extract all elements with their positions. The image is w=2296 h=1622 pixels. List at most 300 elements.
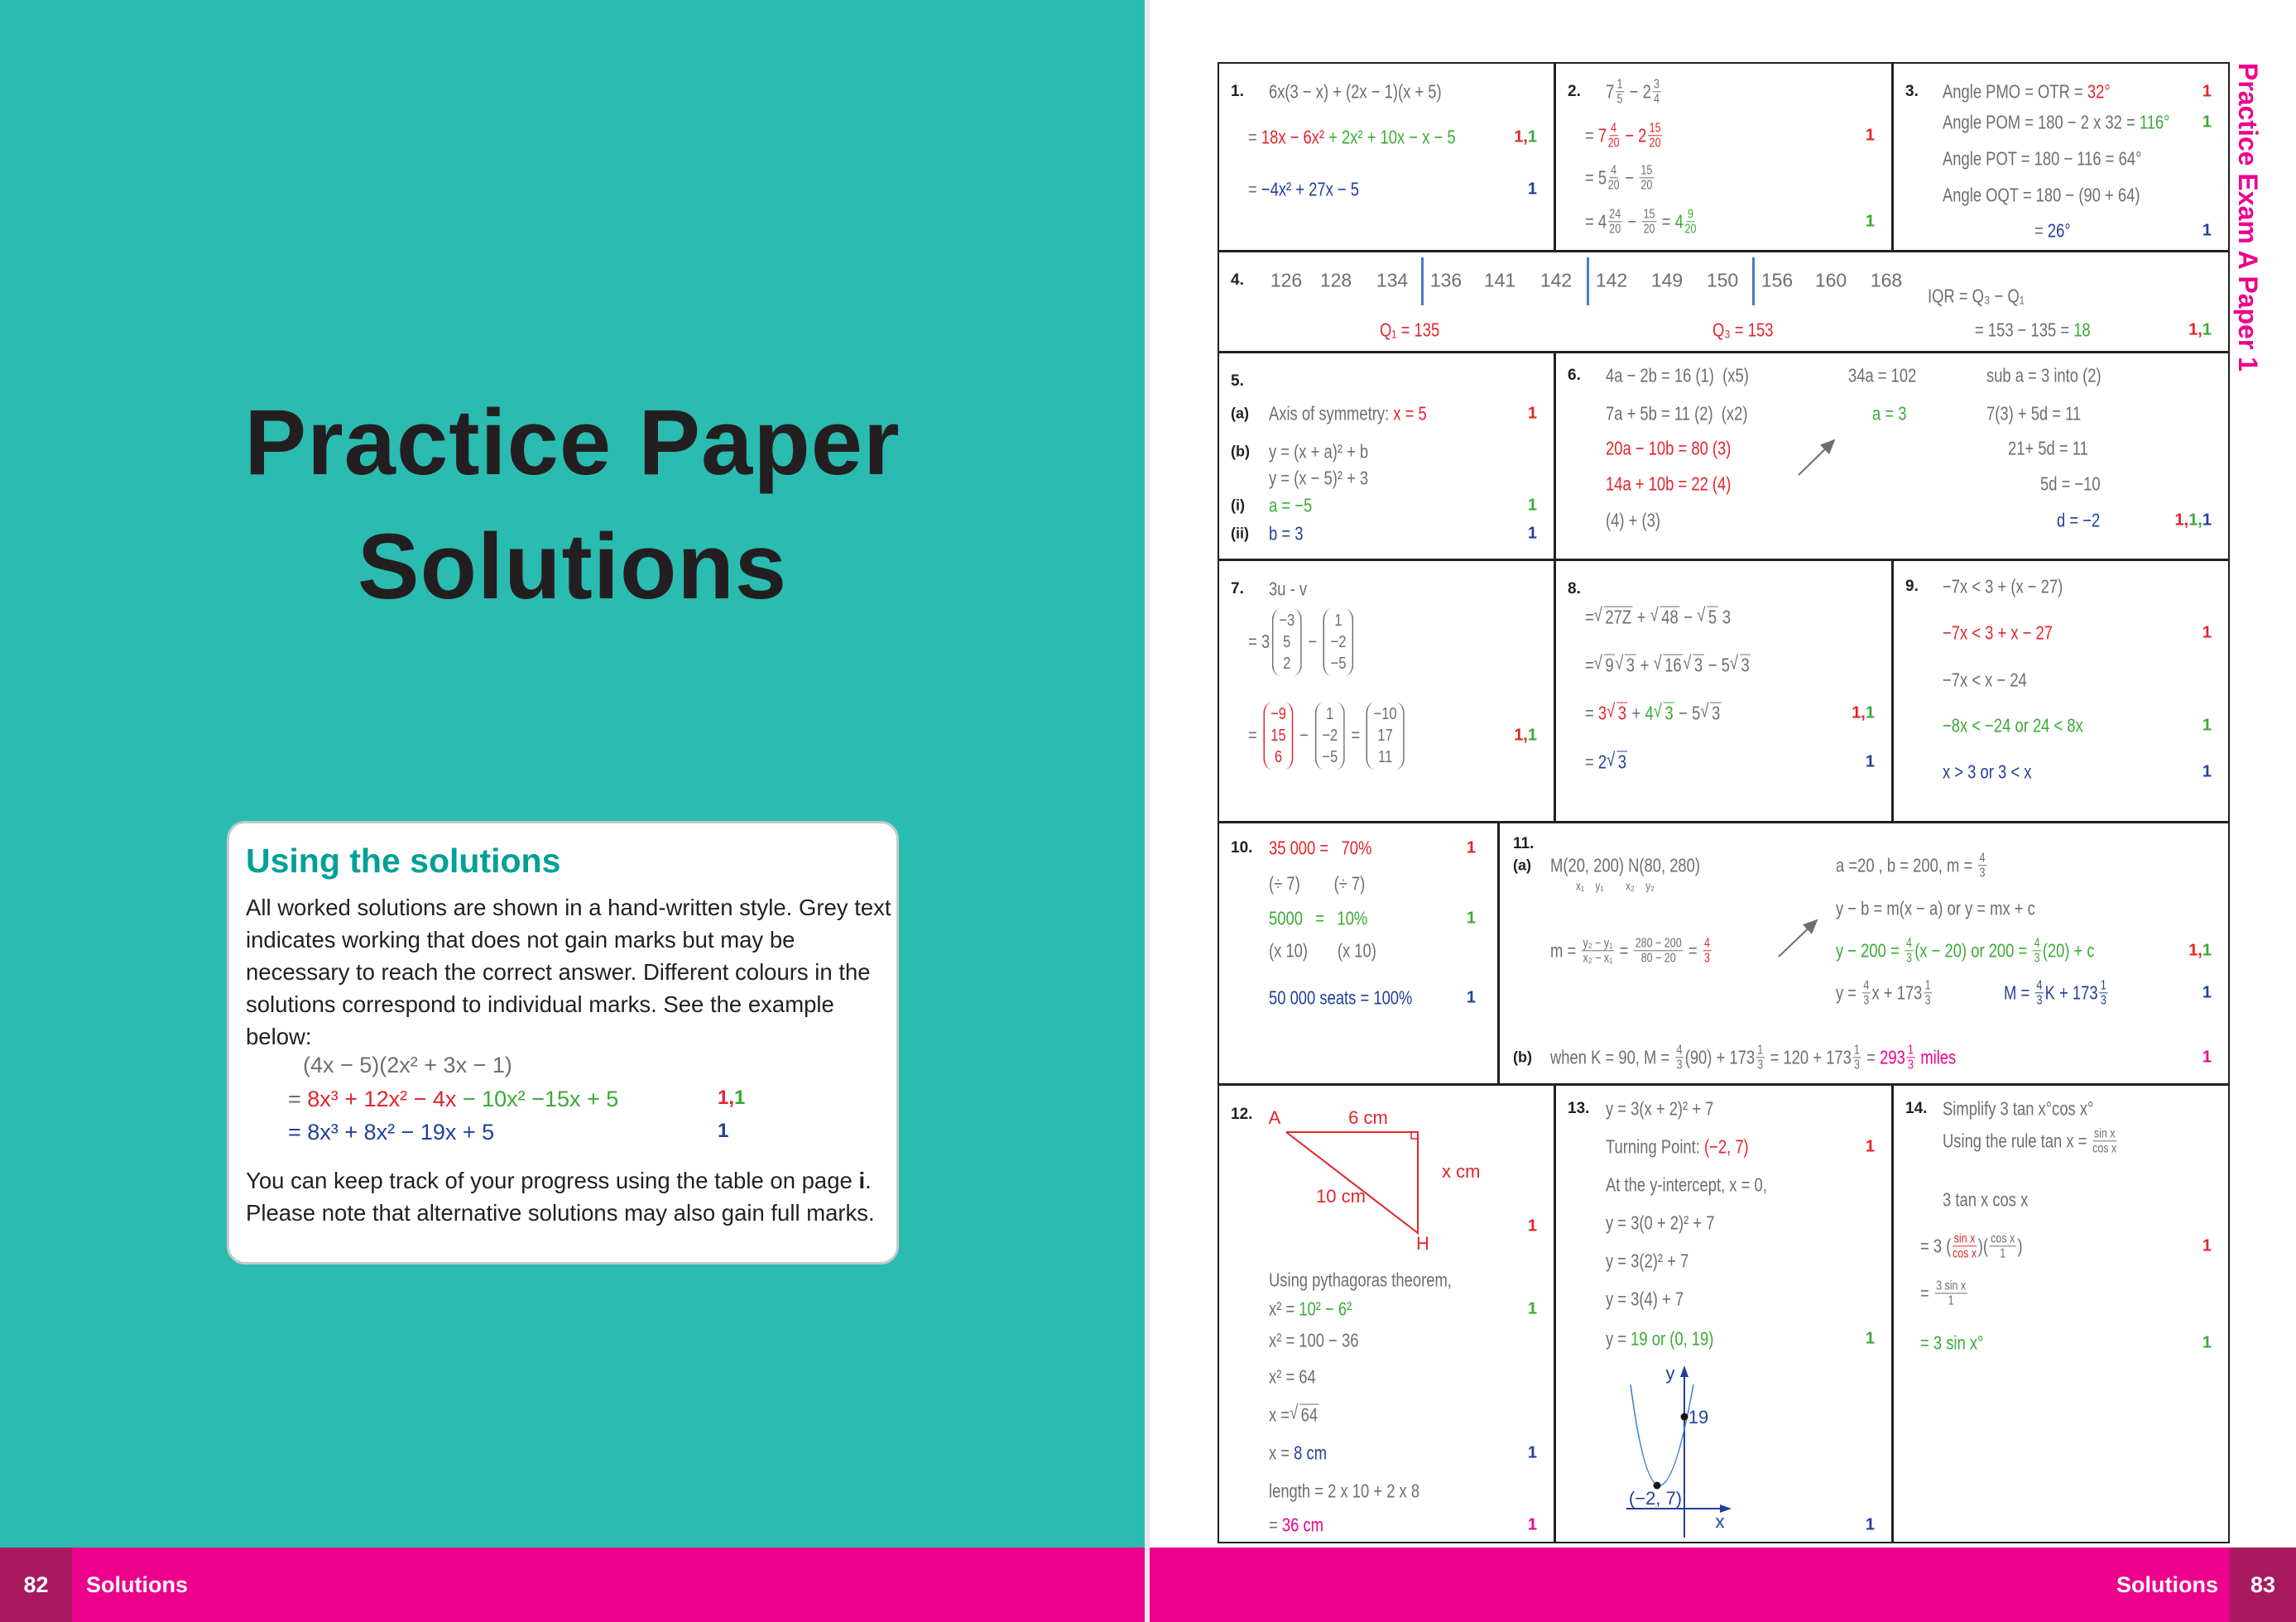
text-segment: 1, [2174, 511, 2189, 530]
text-segment: 3 tan x cos x [1943, 1188, 2029, 1211]
arrow-icon [1556, 353, 1564, 362]
right-triangle-diagram [1219, 1086, 1227, 1094]
working-line [1380, 319, 1439, 342]
numerator: 1 [1616, 77, 1623, 92]
vector-entry: 2 [1283, 653, 1291, 673]
data-value: 141 [1483, 269, 1516, 291]
text-segment: 1 [1865, 1329, 1875, 1348]
fraction [1608, 207, 1622, 236]
question-number: 7. [1231, 580, 1244, 597]
text-segment: = 4 [1585, 210, 1607, 233]
text-segment: + [1632, 606, 1650, 628]
question-cell-12 [1218, 1084, 1555, 1543]
text-segment: 18 [2073, 319, 2091, 341]
text-segment: = [2034, 219, 2048, 242]
data-value: 134 [1376, 269, 1409, 291]
text-segment: = [1248, 724, 1261, 746]
numerator: 1 [1908, 1043, 1914, 1058]
question-cell-6 [1554, 352, 2230, 560]
text-segment: 1 [1527, 524, 1537, 543]
working-line [2034, 220, 2071, 242]
text-segment: 1 [2202, 1048, 2212, 1067]
text-segment: 1 [2202, 1236, 2212, 1255]
text-segment: Angle POT = 180 − 116 = 64° [1943, 147, 2142, 170]
square-root: √ 9 [1604, 655, 1615, 676]
text-segment: −7x < 3 + (x − 27) [1943, 575, 2063, 597]
question-cell-4 [1218, 251, 2230, 353]
text-segment: 5d = −10 [2040, 473, 2101, 495]
page-number-right: 83 [2230, 1548, 2296, 1622]
text-segment: a = −5 [1269, 494, 1313, 516]
numerator: cos x [1991, 1231, 2015, 1246]
part-label: (a) [1513, 857, 1531, 874]
numerator: 15 [1643, 207, 1655, 222]
text-segment: 1 [2202, 221, 2212, 240]
question-number: 6. [1568, 367, 1581, 384]
question-cell-1 [1218, 62, 1555, 252]
working-line [1269, 1269, 1452, 1292]
quartile-divider [1587, 257, 1589, 305]
numerator: y₂ − y₁ [1583, 936, 1613, 951]
text-segment: 1, [1514, 726, 1528, 745]
denominator: 20 [1649, 136, 1661, 151]
numerator: 4 [1863, 978, 1870, 993]
text-segment: length = 2 x 10 + 2 x 8 [1269, 1480, 1420, 1502]
square-root: √ 48 [1660, 607, 1680, 628]
page-ref: i [858, 1168, 866, 1193]
text-segment: = 153 − 135 = [1975, 319, 2074, 341]
working-line [1269, 1480, 1419, 1503]
working-line [1943, 761, 2031, 784]
denominator: 20 [1607, 136, 1620, 151]
data-value: 150 [1706, 269, 1739, 291]
working-line [1269, 837, 1371, 860]
question-cell-8 [1554, 559, 1893, 823]
fraction [1634, 936, 1683, 965]
marks [2202, 1334, 2212, 1353]
text-segment: 50 000 seats = 100% [1269, 986, 1413, 1009]
working-line [1585, 207, 1698, 236]
text-segment: y = 3(x + 2)² + 7 [1606, 1097, 1714, 1120]
graph-label-x-axis: x [1715, 1511, 1725, 1532]
denominator: 20 [1684, 222, 1697, 237]
text-segment: ) [2017, 1235, 2023, 1257]
text-segment: (90) + 173 [1684, 1046, 1756, 1068]
text-segment: IQR = Q₃ − Q₁ [1928, 285, 2025, 307]
column-vector [1263, 702, 1293, 770]
square-root: √ 3 [1710, 703, 1721, 724]
data-value: 168 [1870, 269, 1903, 291]
text-segment: x² = 100 − 36 [1269, 1329, 1359, 1351]
page-title-line1: Practice Paper [244, 391, 901, 494]
text-segment: 1 [1466, 838, 1476, 857]
question-number: 14. [1905, 1100, 1928, 1117]
working-line [1606, 1328, 1713, 1351]
text-segment: 21+ 5d = 11 [2008, 437, 2088, 459]
marks [2202, 763, 2212, 782]
diagram-label-vertex-h: H [1416, 1233, 1429, 1254]
mark-green: 1 [734, 1087, 746, 1109]
graph-label-intercept: 19 [1688, 1407, 1709, 1428]
text-segment: (x − 20) or 200 = [1914, 939, 2032, 962]
text-segment: = 3 ( [1920, 1235, 1952, 1257]
text-segment: = 5 [1585, 166, 1607, 189]
working-line [1606, 365, 1749, 387]
marks [1528, 1444, 1537, 1463]
graph-label-vertex: (−2, 7) [1628, 1488, 1683, 1509]
working-line [1848, 365, 1916, 387]
working-line [1943, 1098, 2093, 1121]
text-segment: x = [1269, 1404, 1290, 1426]
text-segment: 7a + 5b = 11 (2) (x2) [1606, 402, 1748, 425]
marks [2202, 1049, 2212, 1068]
data-value: 156 [1760, 269, 1794, 291]
text-segment: y − 200 = [1836, 939, 1904, 962]
text-segment: 1 [1865, 1515, 1875, 1534]
fraction [2033, 936, 2041, 965]
denominator: 3 [1704, 951, 1710, 966]
working-line [1943, 576, 2063, 598]
text-segment: 1 [2202, 941, 2212, 960]
vector-entry: 6 [1274, 746, 1283, 766]
numerator: 4 [2036, 978, 2043, 993]
fraction [1852, 1043, 1861, 1072]
working-line [1606, 1212, 1714, 1235]
denominator: 5 [1616, 92, 1623, 107]
text-segment: 1, [1852, 703, 1866, 722]
marks [2188, 321, 2212, 340]
numerator: sin x [1953, 1231, 1976, 1246]
denominator: 20 [1607, 178, 1620, 193]
text-segment: + [1636, 654, 1654, 676]
text-segment: 14a + 10b = 22 (4) [1606, 473, 1732, 495]
working-line [2008, 438, 2088, 460]
column-vector [1272, 608, 1302, 676]
column-vector [1367, 702, 1405, 770]
question-number: 1. [1231, 83, 1244, 100]
marks [1852, 704, 1875, 723]
text-segment: 4a − 2b = 16 (1) (x5) [1606, 364, 1749, 386]
text-segment: − [1623, 210, 1641, 233]
text-segment: = 3 sin x° [1920, 1332, 1984, 1354]
working-line [1606, 473, 1731, 496]
working-line [1606, 1250, 1688, 1273]
part-label: (i) [1231, 497, 1245, 514]
working-line [1269, 1366, 1316, 1389]
square-root: √ 27Z [1604, 607, 1633, 628]
text-segment: x₁ y₁ x₂ y₂ [1576, 879, 1655, 894]
denominator: 3 [2100, 993, 2106, 1008]
numerator: 4 [1704, 936, 1710, 951]
text-segment: 6x(3 − x) + (2x − 1)(x + 5) [1269, 80, 1442, 103]
square-root: √ 3 [1740, 655, 1751, 676]
text-segment: M = [2004, 981, 2034, 1004]
text-segment: 1 [2202, 320, 2212, 339]
text-segment: 3 [1717, 606, 1732, 628]
example-red: 8x³ + 12x² − 4x [307, 1087, 457, 1111]
denominator: cos x [2092, 1141, 2117, 1156]
working-line [1269, 441, 1368, 463]
denominator: 20 [1640, 178, 1653, 193]
working-line [1248, 702, 1406, 770]
parabola-graph [1556, 1086, 1564, 1094]
working-line [1269, 578, 1307, 601]
text-segment: 1, [2188, 320, 2202, 339]
part-label: (a) [1231, 405, 1249, 422]
question-number: 5. [1231, 372, 1244, 390]
text-segment: 35 000 = 70% [1269, 837, 1372, 859]
text-segment: − [1304, 631, 1322, 653]
text-segment: a = 3 [1872, 402, 1907, 425]
part-label: (b) [1513, 1049, 1532, 1066]
question-cell-11 [1498, 822, 2230, 1085]
marks [2202, 624, 2212, 643]
numerator: 15 [1649, 121, 1661, 136]
text-segment: 1, [1514, 127, 1528, 146]
working-line [1943, 1189, 2028, 1212]
example-line-1 [288, 1087, 618, 1112]
footer-right-section: Solutions [2116, 1572, 2218, 1597]
numerator: 280 − 200 [1635, 936, 1682, 951]
text-segment: Q₃ = 153 [1712, 319, 1774, 341]
working-line [1606, 77, 1662, 106]
text-segment: y = [1606, 1327, 1631, 1350]
text-segment: 3u - v [1269, 578, 1308, 600]
paragraph-2-text: You can keep track of your progress using the table on page [246, 1168, 859, 1193]
data-value: 128 [1319, 269, 1352, 291]
numerator: 1 [1924, 978, 1931, 993]
text-segment: 7 [1606, 80, 1615, 103]
page-number-left: 82 [0, 1548, 72, 1622]
working-line [1585, 121, 1664, 150]
text-segment: 1 [2202, 113, 2212, 132]
marks [1528, 1516, 1537, 1535]
question-number: 13. [1568, 1100, 1590, 1117]
text-segment: = 120 + 173 [1765, 1046, 1852, 1068]
text-segment: y = 3(4) + 7 [1606, 1288, 1684, 1310]
question-number: 4. [1231, 271, 1244, 289]
text-segment: 1 [1527, 404, 1537, 423]
question-cell-3 [1892, 62, 2230, 252]
denominator: 3 [1908, 1058, 1914, 1073]
denominator: 4 [1654, 92, 1660, 107]
text-segment: = [1585, 751, 1598, 773]
text-segment: 1 [1466, 988, 1476, 1007]
question-number: 11. [1513, 835, 1535, 852]
text-segment: − [1295, 724, 1314, 746]
denominator: 80 − 20 [1640, 951, 1676, 966]
working-line [1269, 1298, 1352, 1321]
numerator: 4 [2034, 936, 2040, 951]
text-segment: 1 [2202, 511, 2212, 530]
fraction [1652, 77, 1660, 106]
text-segment: 1 [1527, 1216, 1537, 1236]
fraction [1934, 1279, 1967, 1308]
denominator: 20 [1609, 222, 1621, 237]
marks [1866, 213, 1875, 232]
text-segment: = [1347, 724, 1365, 746]
text-segment: y − b = m(x − a) or y = mx + c [1836, 897, 2035, 919]
numerator: 4 [1611, 121, 1617, 136]
text-segment: 1 [1527, 726, 1537, 745]
vector-entry: 5 [1283, 632, 1291, 652]
text-segment: −7x < x − 24 [1943, 669, 2027, 691]
text-segment: 1 [1865, 703, 1875, 722]
text-segment: y = (x − 5)² + 3 [1269, 467, 1369, 489]
working-line [1269, 1514, 1323, 1537]
marks [1467, 909, 1476, 929]
diagram-label-right-side: x cm [1442, 1161, 1481, 1182]
text-segment: Using pythagoras theorem, [1269, 1269, 1452, 1291]
page-title-line2: Solutions [357, 515, 788, 618]
denominator: 1 [2000, 1246, 2006, 1261]
text-segment: 18x − 6x² [1261, 126, 1325, 148]
text-segment: = [1920, 1282, 1933, 1304]
fraction [1608, 121, 1620, 150]
fraction [1862, 978, 1871, 1007]
text-segment: = 3 [1248, 631, 1270, 653]
text-segment: Q₁ = 135 [1380, 319, 1440, 341]
text-segment: y = (x + a)² + b [1269, 440, 1369, 463]
marks [2202, 113, 2212, 132]
data-value: 142 [1539, 269, 1573, 291]
graph-label-y-axis: y [1665, 1363, 1675, 1384]
text-segment: Angle PMO = OTR = [1943, 80, 2087, 103]
working-line [1585, 703, 1722, 725]
working-line [1248, 127, 1456, 149]
text-segment: 10² − 6² [1299, 1298, 1352, 1320]
marks [2188, 942, 2212, 961]
question-cell-10 [1218, 822, 1499, 1085]
marks [1514, 128, 1537, 147]
working-line [1836, 898, 2035, 920]
text-segment: − [1679, 606, 1698, 628]
square-root: √ 3 [1625, 655, 1636, 676]
text-segment: x² = 64 [1269, 1365, 1316, 1388]
text-segment: = [1615, 939, 1633, 962]
denominator: x₂ − x₁ [1583, 951, 1613, 966]
text-segment: 1 [1527, 1443, 1537, 1462]
text-segment: 1 [2202, 762, 2212, 781]
column-vector [1315, 702, 1345, 770]
marks [1528, 525, 1537, 544]
marks [1528, 497, 1537, 516]
working-line [1943, 715, 2083, 737]
working-line [1836, 978, 1933, 1007]
fraction [1953, 1231, 1977, 1260]
text-segment: 1 [2202, 983, 2212, 1002]
marks [2175, 511, 2212, 530]
denominator: 3 [2036, 993, 2043, 1008]
working-line [1920, 1332, 1983, 1355]
working-line [1943, 185, 2140, 207]
text-segment: (4) + (3) [1606, 509, 1660, 531]
text-segment: 8 cm [1294, 1442, 1328, 1464]
text-segment: (÷ 7) (÷ 7) [1269, 872, 1366, 895]
working-line [1269, 81, 1442, 103]
example-line-0: (4x − 5)(2x² + 3x − 1) [303, 1053, 512, 1077]
fraction [1905, 936, 1913, 965]
working-line [1585, 607, 1731, 629]
text-segment: 4 [1674, 210, 1684, 233]
working-line [1606, 1098, 1713, 1121]
square-root: √ 3 [1616, 751, 1627, 773]
working-line [1836, 851, 1988, 880]
text-segment: K + 173 [2044, 981, 2098, 1004]
text-segment: sub a = 3 into (2) [1986, 364, 2101, 386]
marks [2202, 222, 2212, 241]
text-segment: 1 [1865, 752, 1875, 771]
working-line [1269, 940, 1376, 962]
text-segment: 1 [1527, 496, 1537, 515]
arrow-icon [1500, 823, 1508, 832]
text-segment: 7 [1597, 124, 1607, 146]
working-line [1606, 1174, 1767, 1197]
marks [1514, 727, 1537, 746]
fraction [1703, 936, 1711, 965]
text-segment: 3 [1597, 702, 1607, 724]
numerator: 1 [1854, 1043, 1860, 1058]
text-segment: = [1248, 178, 1261, 200]
vector-entry: −5 [1322, 746, 1338, 766]
working-line [1606, 1288, 1684, 1311]
working-line [1585, 163, 1655, 192]
text-segment: = [1657, 210, 1675, 233]
data-value: 136 [1429, 269, 1463, 291]
text-segment: − 2 [1621, 124, 1647, 146]
fraction [1648, 121, 1662, 150]
text-segment: −4x² + 27x − 5 [1261, 178, 1360, 200]
text-segment: x > 3 or 3 < x [1943, 761, 2032, 783]
marks [1467, 839, 1476, 858]
text-segment: + 2x² + 10x − x − 5 [1324, 126, 1456, 148]
text-segment: miles [1916, 1046, 1957, 1068]
text-segment: 116° [2139, 111, 2170, 133]
text-segment: 1 [1527, 1299, 1537, 1318]
fraction [1906, 1043, 1914, 1072]
working-line [1269, 403, 1427, 425]
working-line [2057, 510, 2100, 532]
data-value: 142 [1595, 269, 1628, 291]
square-root: √ 16 [1664, 655, 1684, 676]
marks [1528, 405, 1537, 424]
marks [1866, 1138, 1875, 1157]
working-line [1269, 873, 1365, 895]
text-segment: −7x < 3 + x − 27 [1943, 621, 2053, 644]
denominator: 3 [1924, 993, 1931, 1008]
text-segment: 20a − 10b = 80 (3) [1606, 437, 1732, 459]
vector-entry: 1 [1326, 704, 1334, 724]
text-segment: = [1585, 124, 1598, 146]
text-segment: 1 [1466, 909, 1476, 928]
text-segment: 1 [1527, 180, 1537, 199]
part-label: (b) [1231, 443, 1250, 460]
text-segment: 4 [1645, 702, 1654, 724]
marks [1866, 1330, 1875, 1349]
text-segment: At the y-intercept, x = 0, [1606, 1173, 1767, 1196]
text-segment: 1 [1527, 1515, 1537, 1534]
text-segment: = [1248, 126, 1261, 148]
marks [2202, 1237, 2212, 1256]
numerator: sin x [2093, 1126, 2116, 1141]
left-page [0, 0, 1145, 1548]
working-line [1920, 1231, 2023, 1260]
working-line [1550, 936, 1712, 965]
example-green: − 10x² −15x + 5 [456, 1087, 619, 1111]
denominator: 3 [2034, 951, 2040, 966]
vector-entry: 11 [1378, 746, 1393, 766]
text-segment: 7(3) + 5d = 11 [1986, 402, 2082, 425]
